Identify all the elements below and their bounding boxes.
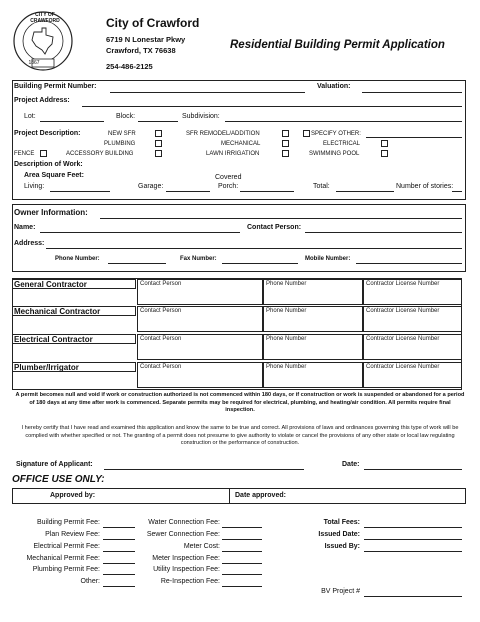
building-fee-label: Building Permit Fee: [36, 519, 100, 526]
electrical-checkbox[interactable] [381, 140, 388, 147]
stories-field[interactable] [452, 191, 462, 192]
living-field[interactable] [50, 191, 110, 192]
date-approved-label: Date approved: [235, 492, 286, 499]
living-label: Living: [24, 183, 45, 190]
owner-name-label: Name: [14, 224, 36, 231]
covered-label: Covered [215, 174, 242, 181]
electrical-phone-cell[interactable]: Phone Number [263, 334, 363, 360]
plumber-phone-cell[interactable]: Phone Number [263, 362, 363, 388]
mechanical-phone-cell[interactable]: Phone Number [263, 306, 363, 332]
mechanical-checkbox[interactable] [282, 140, 289, 147]
porch-field[interactable] [240, 191, 294, 192]
specify-other-field[interactable] [366, 137, 462, 138]
meter-cost-field[interactable] [222, 551, 262, 552]
general-license-cell[interactable]: Contractor License Number [363, 279, 462, 305]
swimming-pool-checkbox[interactable] [381, 150, 388, 157]
mechanical-fee-label: Mechanical Permit Fee: [26, 555, 100, 562]
owner-fax-label: Fax Number: [180, 256, 217, 262]
lot-field[interactable] [40, 121, 104, 122]
fence-label: FENCE [14, 151, 35, 157]
lawn-irrigation-checkbox[interactable] [282, 150, 289, 157]
contractor-row-general: General Contractor [12, 279, 136, 289]
signature-date-field[interactable] [364, 469, 462, 470]
issued-by-label: Issued By: [324, 543, 360, 550]
mechanical-contact-cell[interactable]: Contact Person [137, 306, 263, 332]
total-label: Total: [313, 183, 330, 190]
total-fees-label: Total Fees: [323, 519, 360, 526]
signature-date-label: Date: [342, 461, 360, 468]
project-address-field[interactable] [82, 106, 462, 107]
city-name: City of Crawford [106, 16, 200, 30]
description-of-work-label: Description of Work: [14, 161, 83, 168]
total-field[interactable] [336, 191, 394, 192]
issued-by-field[interactable] [364, 551, 462, 552]
owner-information-label: Owner Information: [14, 208, 88, 217]
subdivision-label: Subdivision: [182, 113, 220, 120]
meter-inspection-label: Meter Inspection Fee: [152, 555, 220, 562]
sfr-remodel-label: SFR REMODEL/ADDITION [186, 131, 260, 137]
bv-project-label: BV Project # [321, 588, 360, 595]
contractor-row-mechanical: Mechanical Contractor [12, 306, 136, 316]
electrical-contact-cell[interactable]: Contact Person [137, 334, 263, 360]
valuation-field[interactable] [362, 92, 462, 93]
general-phone-cell[interactable]: Phone Number [263, 279, 363, 305]
block-field[interactable] [138, 121, 178, 122]
bv-project-field[interactable] [364, 596, 462, 597]
electrical-fee-label: Electrical Permit Fee: [33, 543, 100, 550]
owner-contact-person-label: Contact Person: [247, 224, 302, 231]
electrical-license-cell[interactable]: Contractor License Number [363, 334, 462, 360]
seal-text-top: CITY OF CRAWFORD [30, 12, 60, 24]
owner-fax-field[interactable] [222, 263, 298, 264]
approval-divider [229, 488, 230, 504]
plumbing-label: PLUMBING [104, 141, 136, 147]
block-label: Block: [116, 113, 136, 120]
mechanical-fee-field[interactable] [103, 563, 135, 564]
owner-contact-person-field[interactable] [305, 232, 462, 233]
project-section [12, 80, 466, 200]
owner-address-label: Address: [14, 240, 45, 247]
mechanical-label: MECHANICAL [221, 141, 261, 147]
owner-mobile-field[interactable] [356, 263, 462, 264]
sewer-fee-label: Sewer Connection Fee: [146, 531, 220, 538]
owner-address-field[interactable] [46, 248, 462, 249]
fence-checkbox[interactable] [40, 150, 47, 157]
sfr-remodel-checkbox[interactable] [282, 130, 289, 137]
form-title: Residential Building Permit Application [230, 39, 445, 51]
area-square-feet-label: Area Square Feet: [24, 172, 84, 179]
lot-label: Lot: [24, 113, 36, 120]
utility-inspection-label: Utility Inspection Fee: [153, 566, 220, 573]
issued-date-label: Issued Date: [318, 531, 360, 538]
contractor-row-plumber: Plumber/Irrigator [12, 362, 136, 372]
specify-other-label: SPECIFY OTHER: [311, 131, 361, 137]
electrical-label: ELECTRICAL [323, 141, 361, 147]
stories-label: Number of stories: [396, 183, 454, 190]
sewer-fee-field[interactable] [222, 539, 262, 540]
electrical-fee-field[interactable] [103, 551, 135, 552]
subdivision-field[interactable] [225, 121, 462, 122]
plumbing-fee-label: Plumbing Permit Fee: [32, 566, 100, 573]
other-fee-label: Other: [80, 578, 100, 585]
meter-cost-label: Meter Cost: [183, 543, 220, 550]
owner-info-field[interactable] [100, 218, 462, 219]
signature-label: Signature of Applicant: [16, 461, 93, 468]
plumbing-checkbox[interactable] [155, 140, 162, 147]
total-fees-field[interactable] [364, 527, 462, 528]
lawn-irrigation-label: LAWN IRRIGATION [206, 151, 260, 157]
swimming-pool-label: SWIMMING POOL [309, 151, 360, 157]
seal-text-bottom: 1867 [28, 60, 40, 66]
project-address-label: Project Address: [14, 97, 70, 104]
mechanical-license-cell[interactable]: Contractor License Number [363, 306, 462, 332]
water-fee-label: Water Connection Fee: [148, 519, 220, 526]
specify-other-checkbox[interactable] [303, 130, 310, 137]
owner-phone-field[interactable] [108, 263, 166, 264]
new-sfr-checkbox[interactable] [155, 130, 162, 137]
valuation-label: Valuation: [317, 83, 351, 90]
water-fee-field[interactable] [222, 527, 262, 528]
issued-date-field[interactable] [364, 539, 462, 540]
plumber-license-cell[interactable]: Contractor License Number [363, 362, 462, 388]
permit-void-notice: A permit becomes null and void if work or construction authorized is not commenced within 180 days, or if construction or work is suspended or abandoned for a period of 180 days at any time after work is commenced. Separate permits may be required for electrical, plumbing, and heating/air condition. All permits require final inspection. [15, 392, 465, 414]
plan-review-fee-field[interactable] [103, 539, 135, 540]
porch-label: Porch: [218, 183, 239, 190]
other-fee-field[interactable] [103, 586, 135, 587]
office-use-title: OFFICE USE ONLY: [12, 474, 105, 485]
owner-phone-label: Phone Number: [55, 256, 100, 262]
owner-mobile-label: Mobile Number: [305, 256, 351, 262]
utility-inspection-field[interactable] [222, 574, 262, 575]
plumber-contact-cell[interactable]: Contact Person [137, 362, 263, 388]
building-fee-field[interactable] [103, 527, 135, 528]
general-contact-cell[interactable]: Contact Person [137, 279, 263, 305]
permit-number-label: Building Permit Number: [14, 83, 97, 90]
certification-notice: I hereby certify that I have read and examined this application and know the same to be true and correct. All provisions of laws and ordinances governing this type of work will be complied with whether specified or not. The granting of a permit does not presume to give authority to violate or cancel the provisions of any other state or local law regulating construction or the performance of construction. [21, 425, 459, 447]
signature-field[interactable] [104, 469, 304, 470]
garage-field[interactable] [166, 191, 210, 192]
project-description-label: Project Description: [14, 130, 81, 137]
garage-label: Garage: [138, 183, 164, 190]
meter-inspection-field[interactable] [222, 563, 262, 564]
plan-review-fee-label: Plan Review Fee: [45, 531, 100, 538]
approved-by-label: Approved by: [50, 492, 96, 499]
accessory-building-checkbox[interactable] [155, 150, 162, 157]
reinspection-field[interactable] [222, 586, 262, 587]
permit-number-field[interactable] [110, 92, 305, 93]
plumbing-fee-field[interactable] [103, 574, 135, 575]
city-address-line1: 6719 N Lonestar Pkwy [106, 35, 186, 44]
city-address-line2: Crawford, TX 76638 [106, 46, 176, 55]
reinspection-label: Re-Inspection Fee: [160, 578, 220, 585]
accessory-building-label: ACCESSORY BUILDING [66, 151, 134, 157]
new-sfr-label: NEW SFR [108, 131, 136, 137]
contractor-row-electrical: Electrical Contractor [12, 334, 136, 344]
owner-name-field[interactable] [40, 232, 240, 233]
city-phone: 254-486-2125 [106, 62, 153, 71]
